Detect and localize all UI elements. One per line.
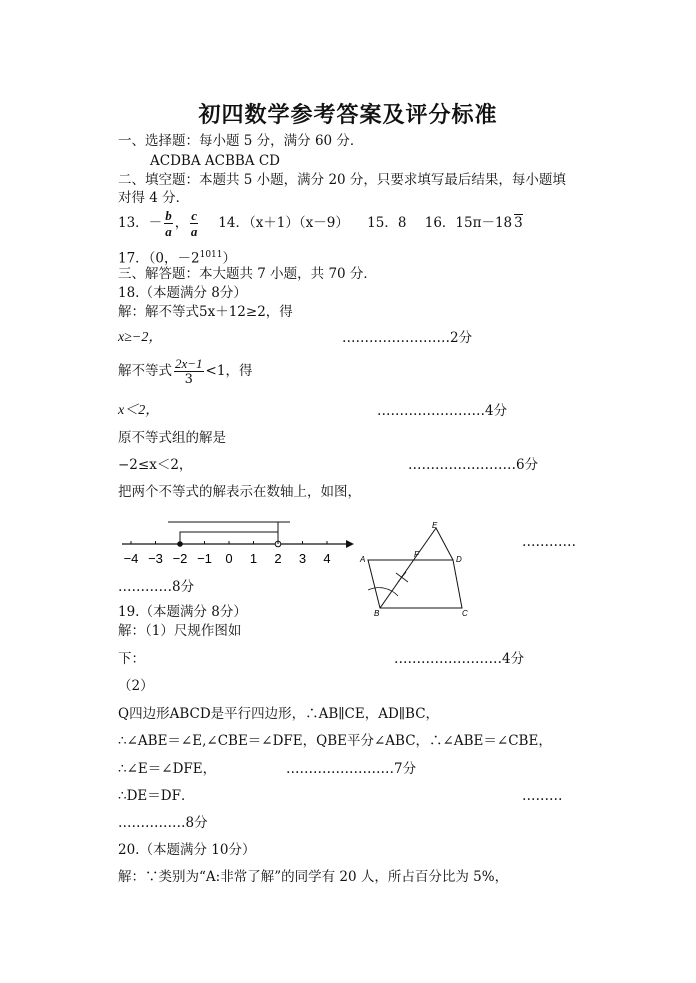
q19-line-5: ∴∠ABE＝∠E,∠CBE＝∠DFE，QBE平分∠ABC，∴∠ABE＝∠CBE， [118,733,552,749]
q18-line-2: x≥−2， [118,330,163,345]
number-line-label: −3 [148,551,163,566]
q17-text: 17．（0，－2 [118,250,200,267]
number-line-label: 3 [298,551,307,566]
number-line-label: 0 [225,551,233,566]
arrow-icon [346,540,354,548]
q18-score-6: ……………………6分 [408,457,539,473]
q19-heading: 19.（本题满分 8分） [118,604,247,620]
q19-line-6: ∴∠E＝∠DFE， [118,761,217,777]
number-line-label: 2 [274,551,282,566]
q18-line-3 [118,356,252,387]
q18-score-8-dots: ………… [522,534,576,550]
segment-ed [436,528,453,560]
number-line-label: 4 [323,551,331,566]
q17-exponent: 1011 [199,250,223,260]
q20-line-1: 解：∵类别为“A:非常了解”的同学有 20 人，所占百分比为 5%， [118,869,509,885]
q18-line-1: 解：解不等式5x＋12≥2，得 [118,304,293,320]
vertex-label-f: F [414,550,419,559]
section-1-answers: ACDBA ACBBA CD [150,153,280,169]
q18-line-7: 把两个不等式的解表示在数轴上，如图， [118,484,361,500]
number-line-label: −4 [123,551,139,566]
q19-line-7: ∴DE＝DF． [118,788,195,804]
fraction-numerator: b [165,208,172,223]
q18-score-8: …………8分 [118,579,195,595]
q19-score-8: ……………8分 [118,815,208,831]
vertex-label-c: C [462,609,468,618]
q18-score-2: ……………………2分 [342,330,473,346]
q19-line-1: 解：（1）尺规作图如 [118,623,242,639]
section-1-heading: 一、选择题：每小题 5 分，满分 60 分． [118,133,364,149]
fraction-b-over-a [164,208,173,239]
q19-score-4: ……………………4分 [394,651,525,667]
q14-answer: 14．（x＋1）（x－9） [218,215,349,231]
q15-answer: 15．8 [367,215,407,231]
q19-line-2: 下： [118,651,145,667]
fraction-denominator: a [165,224,172,239]
q18-line-4: x＜2， [118,403,160,418]
q18-heading: 18.（本题满分 8分） [118,285,247,301]
q18-line-6: −2≤x＜2， [118,457,193,473]
section-3-heading: 三、解答题：本大题共 7 小题，共 70 分． [118,266,377,282]
parallelogram-abcd [368,560,462,608]
q17-close: ） [222,250,237,267]
q19-line-4: Q四边形ABCD是平行四边形，∴AB∥CE，AD∥BC， [118,706,440,722]
number-line-label: −2 [172,551,188,566]
q18-line-3-text: 解不等式 [118,363,172,379]
fraction-c-over-a [190,208,198,239]
construction-mark [398,572,406,582]
q19-score-8-dots: ……… [522,788,563,804]
q13-label: 13．－ [118,215,163,231]
fraction-numerator: c [191,208,197,223]
q18-line-5: 原不等式组的解是 [118,430,226,446]
vertex-label-b: B [374,609,380,618]
vertex-label-a: A [360,555,366,564]
fraction-denominator: a [190,224,198,239]
section-2-heading-cont: 对得 4 分． [118,190,190,206]
number-line-label: 1 [249,551,258,566]
parallelogram-figure [358,520,478,620]
section-2-heading: 二、填空题：本题共 5 小题，满分 20 分，只要求填写最后结果，每小题填 [118,172,566,188]
fraction-denominator: 3 [184,372,193,387]
q13-14-15-16-line: 13．－ $\frac{b}{a}$ ， $\frac{c}{a}$ 14．（x＋1）（x－9） 15．8 16．15π－18 3 [118,208,523,239]
page-title: 初四数学参考答案及评分标准 [198,102,498,128]
q20-heading: 20.（本题满分 10分） [118,842,256,858]
q19-score-7: ……………………7分 [286,761,417,777]
q18-score-4: ……………………4分 [377,403,508,419]
sqrt-radicand: 3 [514,215,523,231]
q18-line-3-tail: <1，得 [205,363,253,379]
fraction-2x-1-over-3 [174,356,204,387]
segment-be [380,528,436,608]
q16-answer: 16．15π－18 [424,215,513,231]
vertex-label-e: E [432,521,438,530]
q19-line-3: （2） [118,678,154,694]
vertex-label-d: D [456,555,462,564]
fraction-numerator: 2x−1 [175,356,203,371]
number-line-figure [118,510,358,570]
number-line-label: −1 [197,551,212,566]
